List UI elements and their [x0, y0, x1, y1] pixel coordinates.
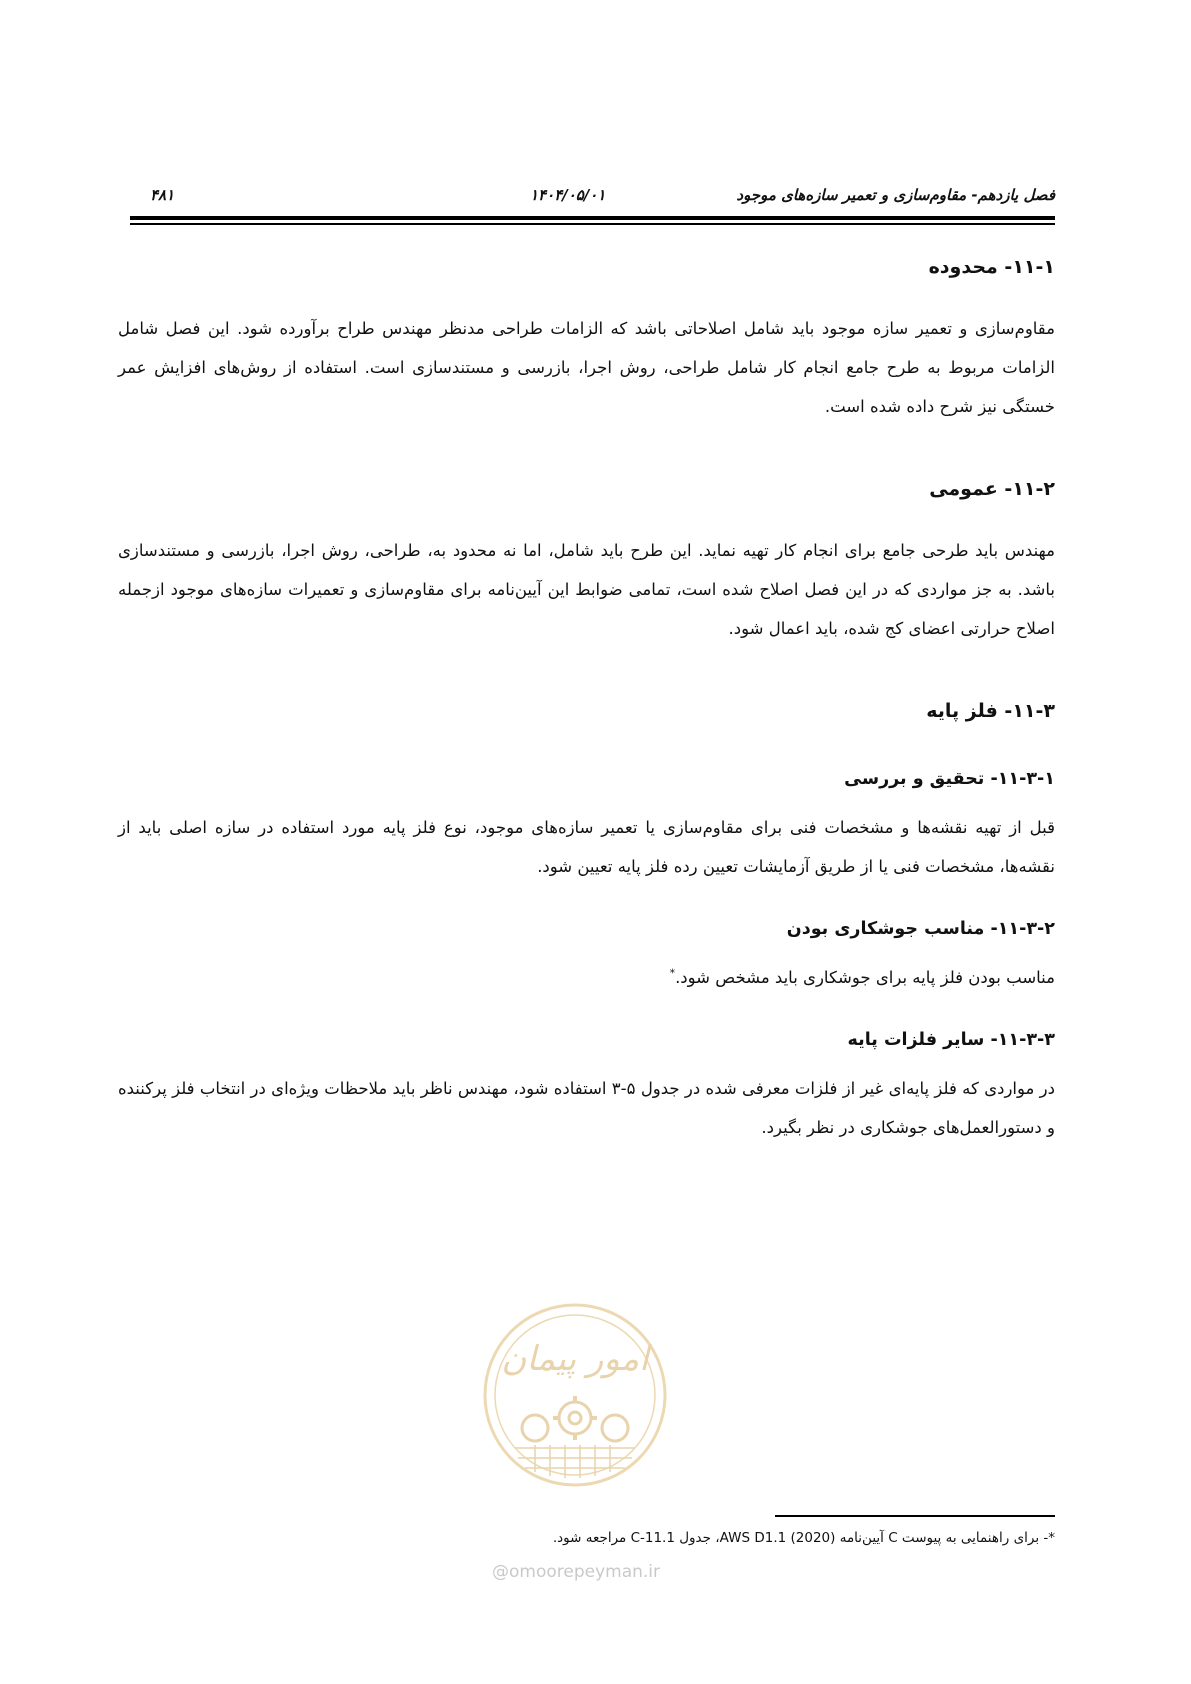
chapter-title: فصل یازدهم- مقاوم‌سازی و تعمیر سازه‌های موجود	[736, 186, 1055, 204]
subsection-body-investigation: قبل از تهیه نقشه‌ها و مشخصات فنی برای مقاوم‌سازی یا تعمیر سازه‌های موجود، نوع فلز پایه مورد استفاده در سازه اصلی باید از نقشه‌ها، مشخصات فنی یا از طریق آزمایشات تعیین رده فلز پایه تعیین شود.	[118, 818, 1055, 876]
footnote-table: C-11.1	[630, 1530, 675, 1546]
section-heading-base-metal: ۱۱-۳- فلز پایه	[926, 700, 1055, 722]
footnote-suffix: مراجعه شود.	[552, 1530, 627, 1546]
footnote-rule	[775, 1515, 1055, 1517]
footnote	[553, 1530, 1055, 1546]
page-body	[118, 252, 1055, 1147]
section-heading-general: ۱۱-۲- عمومی	[929, 478, 1055, 500]
subsection-heading-weldability: ۱۱-۳-۲- مناسب جوشکاری بودن	[786, 919, 1055, 939]
section-body-scope: مقاوم‌سازی و تعمیر سازه موجود باید شامل اصلاحاتی باشد که الزامات طراحی مدنظر مهندس طراح برآورده شود. این فصل شامل الزامات مربوط به طرح جامع انجام کار شامل طراحی، روش اجرا، بازرسی و مستندسازی است. استفاده از روش‌های افزایش عمر خستگی نیز شرح داده شده است.	[118, 319, 1055, 416]
header-rule-thin	[130, 223, 1055, 225]
subsection-heading-other-metals: ۱۱-۳-۳- سایر فلزات پایه	[847, 1030, 1055, 1050]
footnote-mark: *	[669, 966, 676, 980]
subsection-heading-investigation: ۱۱-۳-۱- تحقیق و بررسی	[844, 769, 1055, 789]
header-date: ۱۴۰۴/۰۵/۰۱	[530, 186, 606, 204]
footnote-middle: ، جدول	[679, 1530, 720, 1546]
subsection-body-weldability	[118, 958, 1055, 997]
page-number: ۴۸۱	[150, 186, 175, 204]
subsection-body-other-metals: در مواردی که فلز پایه‌ای غیر از فلزات معرفی شده در جدول ۵-۳ استفاده شود، مهندس ناظر باید ملاحظات ویژه‌ای در انتخاب فلز پرکننده و دستورالعمل‌های جوشکاری در نظر بگیرد.	[118, 1079, 1055, 1137]
running-header	[150, 186, 1055, 212]
section-body-general: مهندس باید طرحی جامع برای انجام کار تهیه نماید. این طرح باید شامل، اما نه محدود به، طراحی، روش اجرا، بازرسی و مستندسازی باشد. به جز مواردی که در این فصل اصلاح شده است، تمامی ضوابط این آیین‌نامه برای مقاوم‌سازی و تعمیرات سازه‌های موجود ازجمله اصلاح حرارتی اعضای کج شده، باید اعمال شود.	[118, 541, 1055, 638]
watermark-site: @omoorepeyman.ir	[492, 1562, 661, 1582]
section-heading-scope: ۱۱-۱- محدوده	[928, 256, 1055, 278]
svg-text:امور پیمان: امور پیمان	[501, 1339, 649, 1379]
header-rule-thick	[130, 216, 1055, 220]
footnote-prefix: *- برای راهنمایی به پیوست C آیین‌نامه	[839, 1530, 1055, 1546]
footnote-standard: AWS D1.1 (2020)	[719, 1530, 836, 1546]
omoorepeyman-logo	[480, 1300, 670, 1490]
weldability-text: مناسب بودن فلز پایه برای جوشکاری باید مشخص شود.	[675, 968, 1055, 987]
